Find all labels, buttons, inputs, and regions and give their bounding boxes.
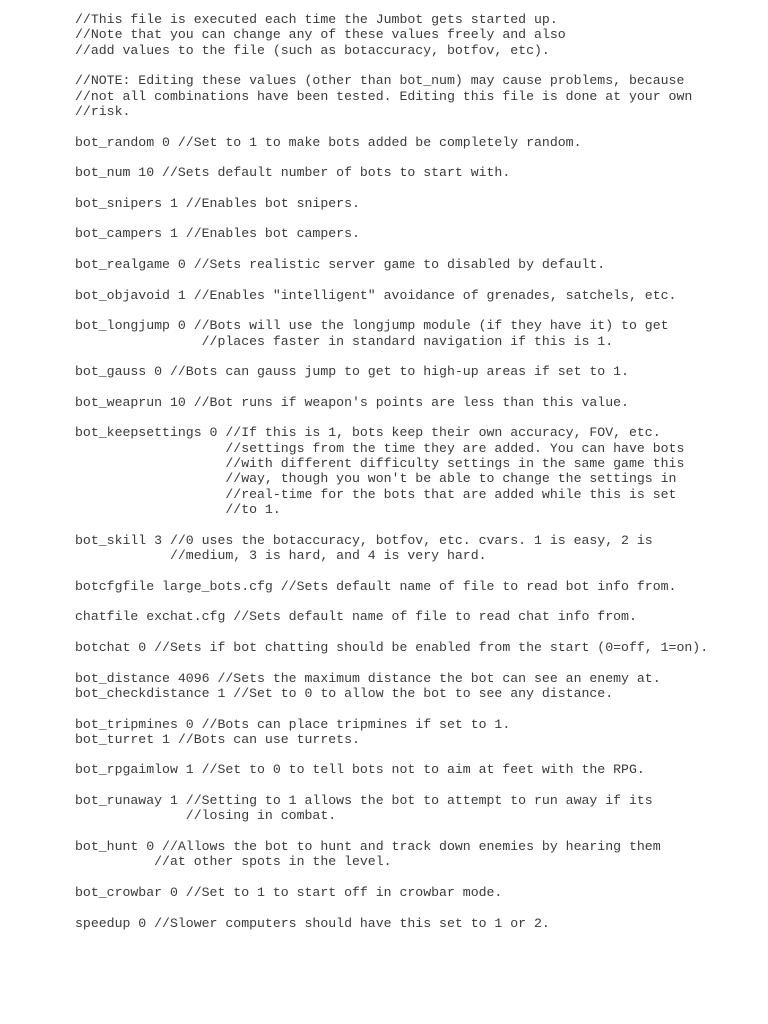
config-line: bot_objavoid 1 //Enables "intelligent" avoidance of grenades, satchels, etc. (75, 287, 677, 303)
config-line: bot_snipers 1 //Enables bot snipers. (75, 195, 360, 211)
config-line: bot_realgame 0 //Sets realistic server game to disabled by default. (75, 257, 606, 273)
config-line: //Note that you can change any of these values freely and also (75, 27, 566, 43)
config-line: bot_num 10 //Sets default number of bots to start with. (75, 165, 511, 181)
config-block (75, 839, 755, 870)
config-line: //medium, 3 is hard, and 4 is very hard. (75, 548, 487, 564)
config-block (75, 609, 755, 624)
config-document (75, 12, 755, 946)
config-block (75, 885, 755, 900)
config-line: chatfile exchat.cfg //Sets default name of file to read chat info from. (75, 609, 637, 625)
config-line: speedup 0 //Slower computers should have this set to 1 or 2. (75, 915, 550, 931)
config-line: bot_weaprun 10 //Bot runs if weapon's points are less than this value. (75, 394, 629, 410)
config-line: bot_skill 3 //0 uses the botaccuracy, botfov, etc. cvars. 1 is easy, 2 is (75, 532, 653, 548)
config-line: bot_tripmines 0 //Bots can place tripmines if set to 1. (75, 716, 511, 732)
config-block (75, 288, 755, 303)
config-line: //to 1. (75, 502, 281, 518)
config-block (75, 196, 755, 211)
config-line: bot_gauss 0 //Bots can gauss jump to get to high-up areas if set to 1. (75, 364, 629, 380)
config-line: bot_crowbar 0 //Set to 1 to start off in crowbar mode. (75, 885, 503, 900)
config-block (75, 916, 755, 931)
config-line: //settings from the time they are added. You can have bots (75, 440, 685, 456)
config-line: botcfgfile large_bots.cfg //Sets default name of file to read bot info from. (75, 578, 677, 594)
config-line: bot_longjump 0 //Bots will use the longjump module (if they have it) to get (75, 318, 669, 334)
config-block (75, 717, 755, 748)
config-line: //This file is executed each time the Jumbot gets started up. (75, 12, 558, 27)
config-block (75, 12, 755, 58)
config-block (75, 533, 755, 564)
config-block (75, 135, 755, 150)
config-block (75, 226, 755, 241)
config-line: bot_rpgaimlow 1 //Set to 0 to tell bots not to aim at feet with the RPG. (75, 762, 645, 778)
config-line: bot_hunt 0 //Allows the bot to hunt and track down enemies by hearing them (75, 839, 661, 855)
config-line: //places faster in standard navigation if this is 1. (75, 333, 614, 349)
config-block (75, 165, 755, 180)
config-block (75, 318, 755, 349)
config-block (75, 257, 755, 272)
config-block (75, 640, 755, 655)
config-line: //NOTE: Editing these values (other than bot_num) may cause problems, because (75, 73, 685, 89)
config-block (75, 579, 755, 594)
config-line: //losing in combat. (75, 808, 337, 824)
config-line: bot_runaway 1 //Setting to 1 allows the bot to attempt to run away if its (75, 793, 653, 809)
config-line: bot_turret 1 //Bots can use turrets. (75, 731, 360, 747)
config-line: bot_keepsettings 0 //If this is 1, bots keep their own accuracy, FOV, etc. (75, 425, 661, 441)
config-line: //real-time for the bots that are added while this is set (75, 486, 677, 502)
config-line: bot_checkdistance 1 //Set to 0 to allow the bot to see any distance. (75, 685, 614, 701)
config-block (75, 671, 755, 702)
config-block (75, 793, 755, 824)
config-block (75, 364, 755, 379)
config-block (75, 73, 755, 119)
config-block (75, 395, 755, 410)
config-line: bot_distance 4096 //Sets the maximum distance the bot can see an enemy at. (75, 670, 661, 686)
config-line: bot_random 0 //Set to 1 to make bots added be completely random. (75, 134, 582, 150)
config-line: //risk. (75, 104, 131, 120)
config-block (75, 425, 755, 517)
config-line: botchat 0 //Sets if bot chatting should be enabled from the start (0=off, 1=on). (75, 639, 709, 655)
config-line: //add values to the file (such as botaccuracy, botfov, etc). (75, 42, 550, 58)
config-line: //not all combinations have been tested. Editing this file is done at your own (75, 88, 693, 104)
config-line: //way, though you won't be able to change the settings in (75, 471, 677, 487)
config-block (75, 762, 755, 777)
config-line: //with different difficulty settings in the same game this (75, 456, 685, 472)
config-line: bot_campers 1 //Enables bot campers. (75, 226, 360, 242)
config-line: //at other spots in the level. (75, 854, 392, 870)
